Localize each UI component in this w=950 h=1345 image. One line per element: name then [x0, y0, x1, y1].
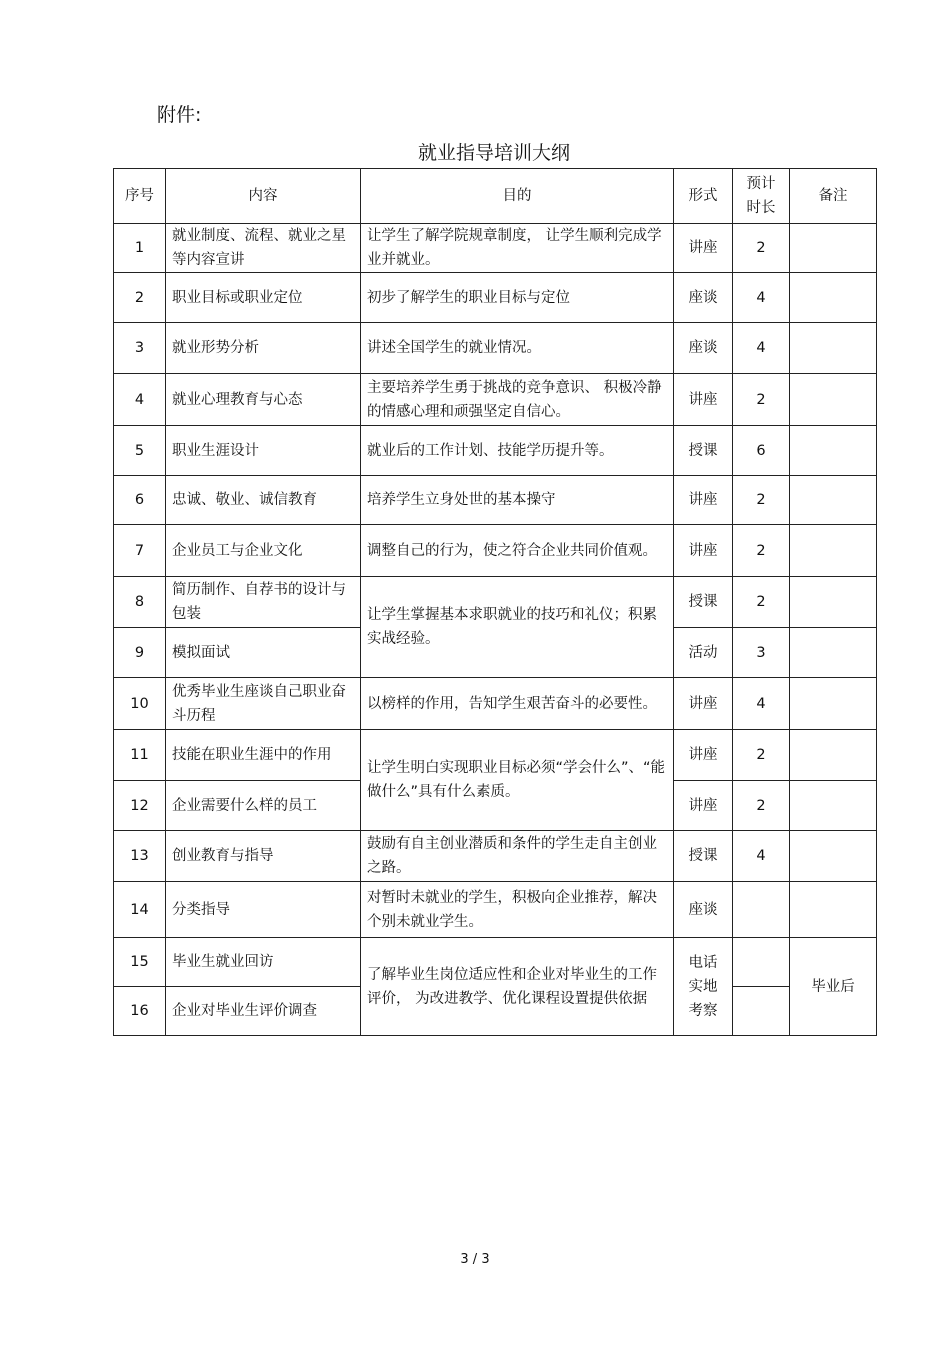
header-content: 内容: [166, 169, 361, 224]
row-purpose: 以榜样的作用，告知学生艰苦奋斗的必要性。: [361, 678, 674, 730]
row-hours: [733, 882, 790, 938]
row-hours: [733, 938, 790, 987]
table-row: [114, 323, 877, 374]
row-content: 模拟面试: [166, 628, 361, 678]
attachment-label: 附件:: [157, 104, 202, 126]
row-form: 活动: [674, 628, 733, 678]
row-purpose: 调整自己的行为，使之符合企业共同价值观。: [361, 525, 674, 577]
row-remark: [790, 224, 877, 273]
row-purpose: 鼓励有自主创业潜质和条件的学生走自主创业之路。: [361, 831, 674, 882]
table-header-row: [114, 169, 877, 224]
row-content: 企业员工与企业文化: [166, 525, 361, 577]
table-row: [114, 374, 877, 426]
row-remark: [790, 831, 877, 882]
row-purpose: 了解毕业生岗位适应性和企业对毕业生的工作评价， 为改进教学、优化课程设置提供依据: [361, 938, 674, 1036]
row-remark: [790, 476, 877, 525]
row-no: 5: [114, 426, 166, 476]
row-form: 讲座: [674, 374, 733, 426]
row-purpose: 初步了解学生的职业目标与定位: [361, 273, 674, 323]
row-remark: [790, 730, 877, 781]
row-form-line2: 实地: [688, 978, 718, 995]
row-purpose: 让学生明白实现职业目标必须“学会什么”、“能做什么”具有什么素质。: [361, 730, 674, 831]
row-no: 3: [114, 323, 166, 374]
row-no: 16: [114, 987, 166, 1036]
row-remark: [790, 323, 877, 374]
row-form: [674, 938, 733, 1036]
row-form: 座谈: [674, 273, 733, 323]
row-content: 分类指导: [166, 882, 361, 938]
row-hours: 6: [733, 426, 790, 476]
training-outline-table: [113, 168, 877, 1036]
row-hours: [733, 987, 790, 1036]
row-hours: 2: [733, 781, 790, 831]
row-form: 讲座: [674, 224, 733, 273]
table-row: [114, 577, 877, 628]
row-hours: 2: [733, 577, 790, 628]
row-form: 座谈: [674, 323, 733, 374]
header-purpose: 目的: [361, 169, 674, 224]
row-hours: 4: [733, 678, 790, 730]
row-no: 15: [114, 938, 166, 987]
header-no: 序号: [114, 169, 166, 224]
row-no: 8: [114, 577, 166, 628]
row-no: 1: [114, 224, 166, 273]
row-content: 优秀毕业生座谈自己职业奋斗历程: [166, 678, 361, 730]
document-title: 就业指导培训大纲: [417, 142, 570, 164]
row-content: 就业形势分析: [166, 323, 361, 374]
row-remark: [790, 374, 877, 426]
row-content: 职业目标或职业定位: [166, 273, 361, 323]
row-remark: [790, 525, 877, 577]
row-form-line3: 考察: [688, 1002, 718, 1019]
row-purpose: 让学生掌握基本求职就业的技巧和礼仪；积累实战经验。: [361, 577, 674, 678]
table-row: [114, 882, 877, 938]
row-no: 13: [114, 831, 166, 882]
row-content: 就业心理教育与心态: [166, 374, 361, 426]
row-content: 企业需要什么样的员工: [166, 781, 361, 831]
header-remark: 备注: [790, 169, 877, 224]
header-duration-line2: 时长: [746, 200, 776, 216]
row-hours: 3: [733, 628, 790, 678]
row-hours: 2: [733, 224, 790, 273]
row-no: 10: [114, 678, 166, 730]
table-row: [114, 476, 877, 525]
row-no: 4: [114, 374, 166, 426]
row-hours: 2: [733, 374, 790, 426]
row-content: 技能在职业生涯中的作用: [166, 730, 361, 781]
row-hours: 2: [733, 476, 790, 525]
row-remark: [790, 273, 877, 323]
row-hours: 4: [733, 273, 790, 323]
row-remark: [790, 426, 877, 476]
row-remark: [790, 628, 877, 678]
row-content: 就业制度、流程、就业之星等内容宣讲: [166, 224, 361, 273]
row-hours: 4: [733, 831, 790, 882]
page-number: 3 / 3: [460, 1252, 490, 1267]
row-remark: [790, 577, 877, 628]
row-form: 讲座: [674, 678, 733, 730]
row-no: 14: [114, 882, 166, 938]
row-remark: [790, 678, 877, 730]
row-form: 授课: [674, 831, 733, 882]
row-no: 7: [114, 525, 166, 577]
row-hours: 2: [733, 730, 790, 781]
row-form: 授课: [674, 426, 733, 476]
row-form: 讲座: [674, 476, 733, 525]
row-form: 讲座: [674, 730, 733, 781]
row-content: 毕业生就业回访: [166, 938, 361, 987]
header-duration-line1: 预计: [746, 176, 776, 192]
row-hours: 4: [733, 323, 790, 374]
table-row: [114, 273, 877, 323]
row-purpose: 就业后的工作计划、技能学历提升等。: [361, 426, 674, 476]
row-no: 12: [114, 781, 166, 831]
row-no: 11: [114, 730, 166, 781]
row-remark: [790, 781, 877, 831]
row-purpose: 讲述全国学生的就业情况。: [361, 323, 674, 374]
row-form: 授课: [674, 577, 733, 628]
row-form-line1: 电话: [688, 954, 718, 971]
row-purpose: 对暂时未就业的学生，积极向企业推荐，解决个别未就业学生。: [361, 882, 674, 938]
row-content: 职业生涯设计: [166, 426, 361, 476]
row-content: 企业对毕业生评价调查: [166, 987, 361, 1036]
row-hours: 2: [733, 525, 790, 577]
table-row: [114, 678, 877, 730]
table-row: [114, 525, 877, 577]
row-purpose: 让学生了解学院规章制度， 让学生顺利完成学业并就业。: [361, 224, 674, 273]
row-no: 9: [114, 628, 166, 678]
row-form: 座谈: [674, 882, 733, 938]
row-purpose: 主要培养学生勇于挑战的竞争意识、 积极冷静的情感心理和顽强坚定自信心。: [361, 374, 674, 426]
table-row: [114, 224, 877, 273]
header-form: 形式: [674, 169, 733, 224]
row-purpose: 培养学生立身处世的基本操守: [361, 476, 674, 525]
table-row: [114, 426, 877, 476]
row-no: 6: [114, 476, 166, 525]
row-form: 讲座: [674, 781, 733, 831]
table-row: [114, 938, 877, 987]
row-no: 2: [114, 273, 166, 323]
table-row: [114, 730, 877, 781]
row-content: 简历制作、自荐书的设计与包装: [166, 577, 361, 628]
row-remark: [790, 882, 877, 938]
row-remark: 毕业后: [790, 938, 877, 1036]
row-content: 创业教育与指导: [166, 831, 361, 882]
row-form: 讲座: [674, 525, 733, 577]
table-row: [114, 831, 877, 882]
row-content: 忠诚、敬业、诚信教育: [166, 476, 361, 525]
header-duration: [733, 169, 790, 224]
